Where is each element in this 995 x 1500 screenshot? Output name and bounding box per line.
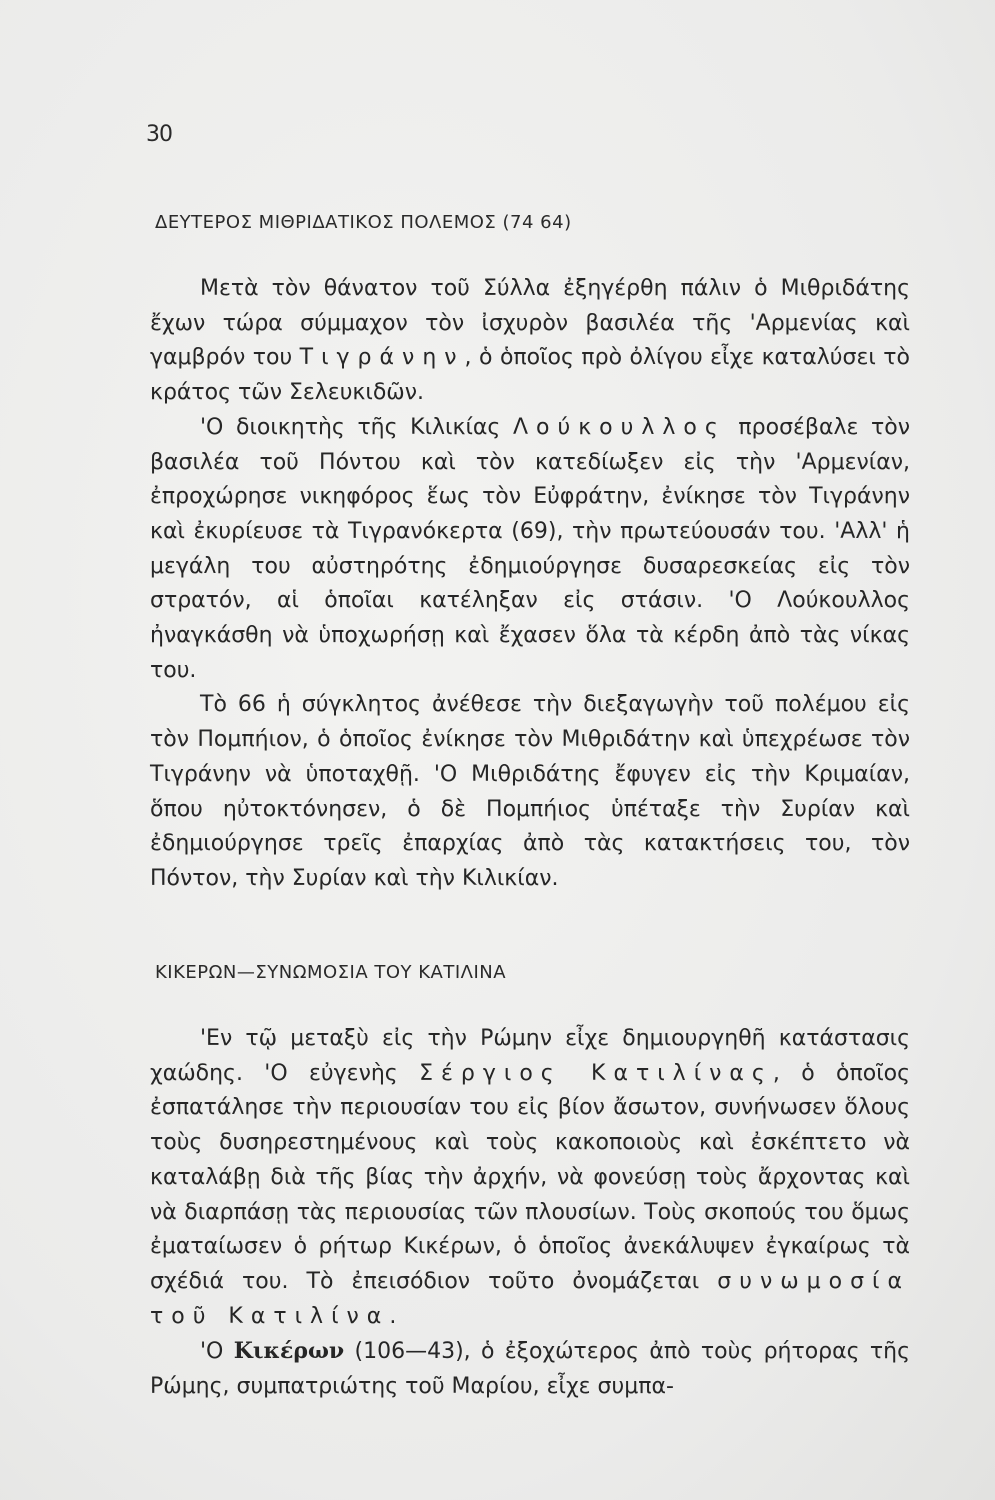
section-heading-catiline-conspiracy: ΚΙΚΕΡΩΝ—ΣΥΝΩΜΟΣΙΑ ΤΟΥ ΚΑΤΙΛΙΝΑ — [155, 962, 507, 983]
paragraph — [150, 1334, 910, 1404]
section-body-catiline-conspiracy — [150, 1022, 910, 1405]
emphasized-name: Λούκουλλος — [512, 414, 726, 440]
text-run: . — [389, 1303, 397, 1329]
text-run: 'Ο διοικητὴς τῆς Κιλικίας — [200, 414, 513, 440]
text-run: 'Εν τῷ μεταξὺ εἰς τὴν Ρώμην εἶχε δημιουργηθῆ κατάστασις χαώδης. 'Ο εὐγενὴς — [150, 1026, 910, 1086]
paragraph: Τὸ 66 ἡ σύγκλητος ἀνέθεσε τὴν διεξαγωγὴν τοῦ πολέμου εἰς τὸν Πομπήιον, ὁ ὁποῖος ἐνίκησε τὸν Μιθριδάτην καὶ ὑπεχρέωσε τὸν Τιγράνην νὰ ὑποταχθῇ. 'Ο Μιθριδάτης ἔφυγεν εἰς τὴν Κριμαίαν, ὅπου ηὐτοκτόνησεν, ὁ δὲ Πομπήιος ὑπέταξε τὴν Συρίαν καὶ ἐδημιούργησε τρεῖς ἐπαρχίας ἀπὸ τὰς κατακτήσεις του, τὸν Πόντον, τὴν Συρίαν καὶ τὴν Κιλικίαν. — [150, 692, 910, 891]
text-run: , ὁ ὁποῖος ἐσπατάλησε τὴν περιουσίαν του εἰς βίον ἄσωτον, συνήνωσεν ὅλους τοὺς δυσηρεστημένους καὶ τοὺς κακοποιοὺς καὶ ἐσκέπτετο νὰ καταλάβῃ διὰ τῆς βίας τὴν ἀρχήν, νὰ φονεύσῃ τοὺς ἄρχοντας καὶ νὰ διαρπάσῃ τὰς περιουσίας τῶν πλουσίων. Τοὺς σκοπούς του ὅμως ἐματαίωσεν ὁ ρήτωρ Κικέρων, ὁ ὁποῖος ἀνεκάλυψεν ἐγκαίρως τὰ σχέδιά του. Τὸ ἐπεισόδιον τοῦτο ὀνομάζεται — [150, 1060, 911, 1294]
text-run: προσέβαλε τὸν βασιλέα τοῦ Πόντου καὶ τὸν κατεδίωξεν εἰς τὴν 'Αρμενίαν, ἐπροχώρησε νικηφόρος ἕως τὸν Εὐφράτην, ἐνίκησε τὸν Τιγράνην καὶ ἐκυρίευσε τὰ Τιγρανόκερτα (69), τὴν πρωτεύουσάν του. 'Αλλ' ἡ μεγάλη του αὐστηρότης ἐδημιούργησε δυσαρεσκείας εἰς τὸν στρατόν, αἱ ὁποῖαι κατέληξαν εἰς στάσιν. 'Ο Λούκουλλος ἠναγκάσθη νὰ ὑποχωρήσῃ καὶ ἔχασεν ὅλα τὰ κέρδη ἀπὸ τὰς νίκας του. — [150, 414, 910, 683]
text-run: Μετὰ τὸν θάνατον τοῦ Σύλλα ἐξηγέρθη πάλιν ὁ Μιθριδάτης ἔχων τώρα σύμμαχον τὸν ἰσχυρὸν βασιλέα τῆς 'Αρμενίας καὶ γαμβρόν του — [150, 276, 910, 371]
paragraph — [150, 1022, 910, 1334]
text-run: (106—43), ὁ ἐξοχώτερος ἀπὸ τοὺς ρήτορας τῆς Ρώμης, συμπατριώτης τοῦ Μαρίου, εἶχε συμπα- — [150, 1339, 910, 1400]
emphasized-name: Τιγράνην — [299, 345, 465, 371]
bold-name: Κικέρων — [233, 1338, 345, 1365]
emphasized-name: Σέργιος Κατιλίνας — [419, 1060, 773, 1086]
paragraph — [150, 272, 910, 411]
section-heading-mithridatic-war: ΔΕΥΤΕΡΟΣ ΜΙΘΡΙΔΑΤΙΚΟΣ ΠΟΛΕΜΟΣ (74 64) — [155, 212, 572, 233]
page-number: 30 — [146, 122, 172, 147]
text-run: , ὁ ὁποῖος πρὸ ὀλίγου εἶχε καταλύσει τὸ κράτος τῶν Σελευκιδῶν. — [150, 345, 910, 406]
emphasized-term: συνωμοσία τοῦ Κατιλίνα — [150, 1268, 910, 1329]
text-run: 'Ο — [200, 1339, 234, 1365]
paragraph — [150, 411, 910, 689]
section-body-mithridatic-war — [150, 272, 910, 897]
